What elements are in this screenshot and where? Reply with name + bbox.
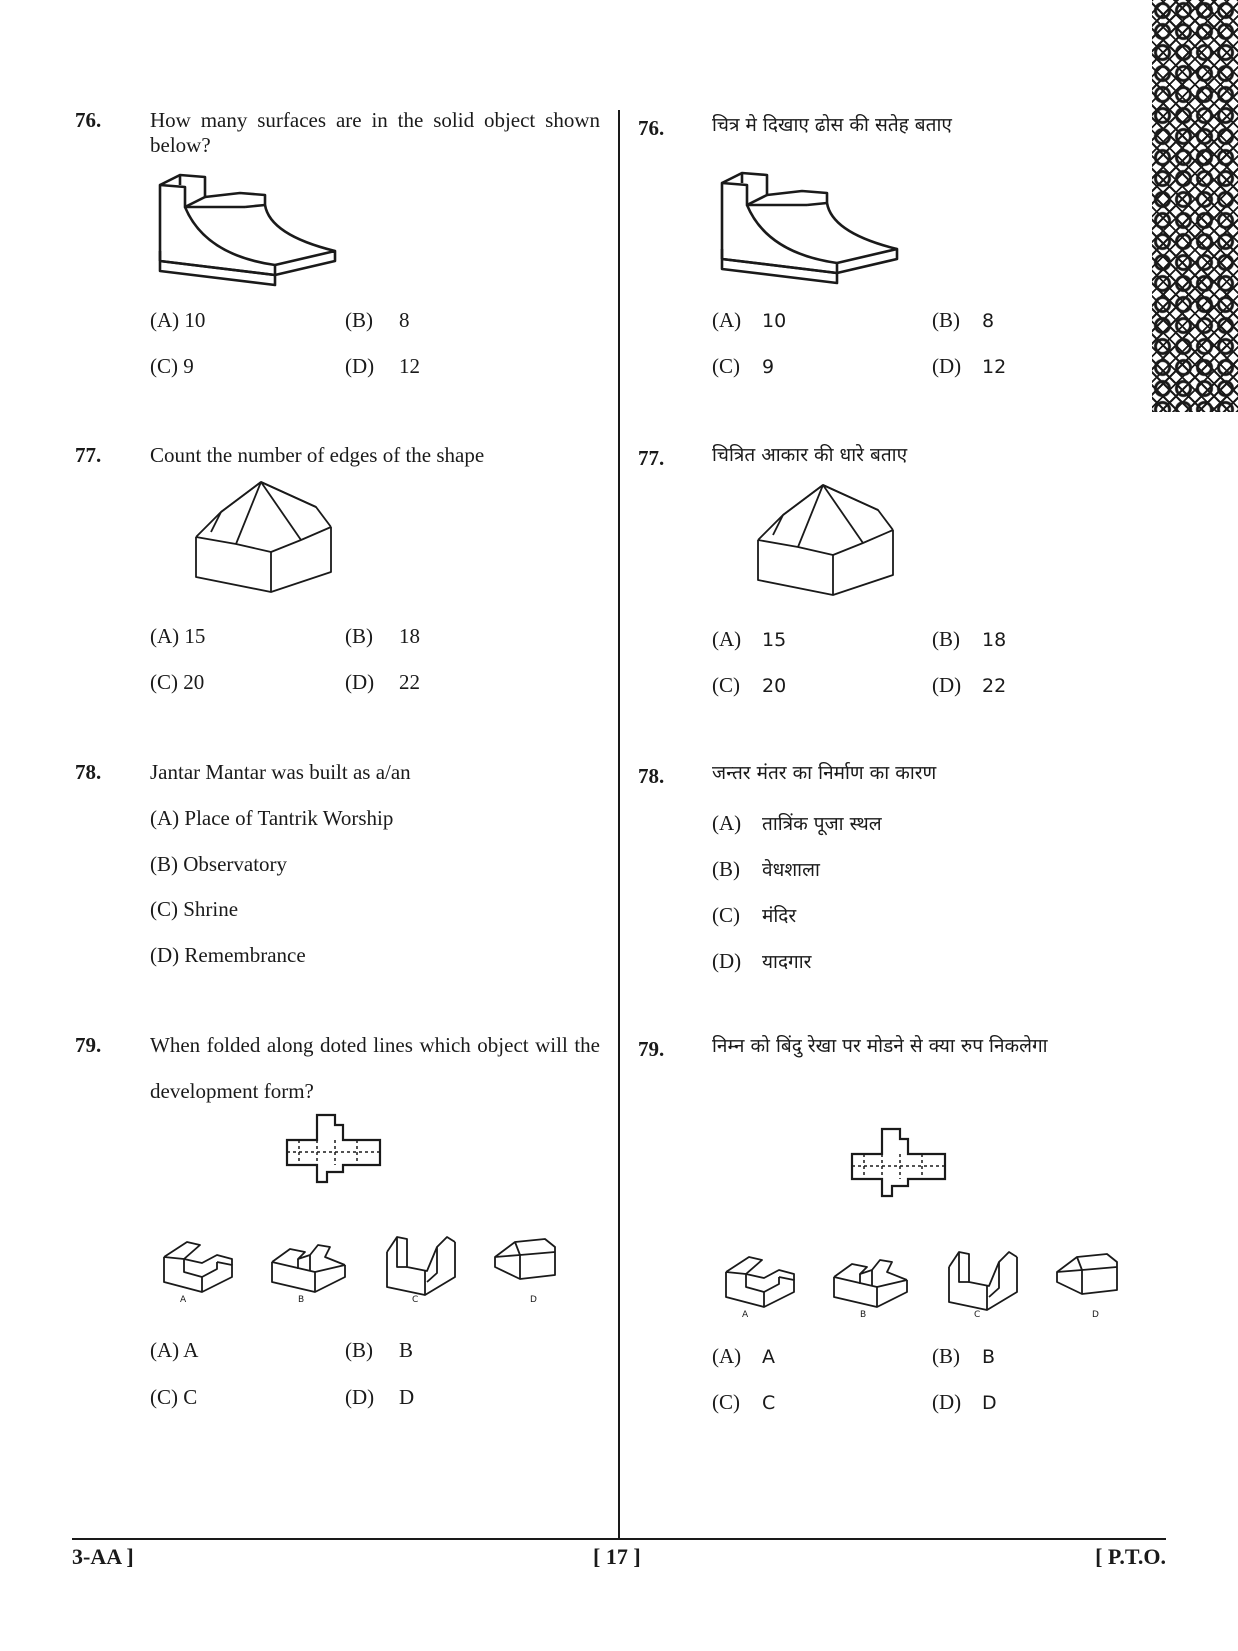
option-a[interactable]: (A) तात्रिंक पूजा स्थल [712,811,882,835]
option-a[interactable]: (A) 15 [150,624,206,648]
question-number: 79. [75,1033,102,1057]
question-text: जन्तर मंतर का निर्माण का कारण [712,762,937,784]
option-a[interactable]: (A) 10 [150,308,206,332]
question-text: How many surfaces are in the solid object shown below? [150,108,600,157]
option-d[interactable]: (D) 22 [932,673,1007,697]
page-number: [ 17 ] [593,1544,641,1569]
option-c[interactable]: (C) Shrine [150,897,239,921]
option-a[interactable]: (A) 15 [712,627,787,651]
object-label: C [974,1310,981,1320]
option-c[interactable]: (C) 20 [150,670,205,694]
option-b[interactable]: (B) B [345,1338,414,1362]
answer-objects-figure [722,1240,1122,1325]
object-label: B [860,1310,867,1320]
answer-objects-figure [160,1225,560,1310]
option-b[interactable]: (B) वेधशाला [712,857,820,881]
option-c[interactable]: (C) 9 [712,354,775,378]
option-d[interactable]: (D) D [345,1385,415,1409]
column-divider [618,110,620,1540]
option-b[interactable]: (B) B [932,1344,996,1368]
option-a[interactable]: (A) A [150,1338,199,1362]
option-d[interactable]: (D) 12 [345,354,420,378]
object-label: D [1092,1310,1099,1320]
question-number: 77. [638,446,665,470]
object-b-drawing [270,1227,350,1299]
object-label: C [412,1295,419,1305]
object-c-drawing [385,1227,465,1299]
option-d[interactable]: (D) 22 [345,670,420,694]
booklet-code: 3-AA ] [72,1544,134,1569]
option-d[interactable]: (D) Remembrance [150,943,306,967]
net-development-figure [850,1124,950,1204]
question-number: 77. [75,443,102,467]
object-d-drawing [490,1227,570,1299]
question-number: 76. [638,116,665,140]
shape-figure [186,472,346,600]
question-text: When folded along doted lines which object will the development form? [150,1033,600,1103]
object-a-drawing [162,1227,242,1299]
option-c[interactable]: (C) C [150,1385,198,1409]
question-number: 78. [75,760,102,784]
solid-object-figure [150,165,350,290]
option-c[interactable]: (C) मंदिर [712,903,797,927]
question-text: Jantar Mantar was built as a/an [150,760,411,784]
option-b[interactable]: (B) 18 [345,624,420,648]
question-number: 79. [638,1037,665,1061]
option-c[interactable]: (C) 20 [712,673,787,697]
option-b[interactable]: (B) 8 [345,308,410,332]
option-d[interactable]: (D) 12 [932,354,1007,378]
object-label: B [298,1295,305,1305]
shape-figure [748,475,908,603]
object-label: A [180,1295,187,1305]
footer-rule [72,1538,1166,1540]
object-b-drawing [832,1242,912,1314]
option-a[interactable]: (A) A [712,1344,775,1368]
question-text: चित्र मे दिखाए ढोस की सतेह बताए [712,114,952,136]
option-c[interactable]: (C) 9 [150,354,194,378]
option-a[interactable]: (A) Place of Tantrik Worship [150,806,394,830]
question-text: Count the number of edges of the shape [150,443,485,467]
option-d[interactable]: (D) D [932,1390,997,1414]
option-b[interactable]: (B) 8 [932,308,995,332]
question-number: 78. [638,764,665,788]
option-b[interactable]: (B) Observatory [150,852,288,876]
option-a[interactable]: (A) 10 [712,308,787,332]
option-b[interactable]: (B) 18 [932,627,1007,651]
object-d-drawing [1052,1242,1132,1314]
object-label: A [742,1310,749,1320]
question-number: 76. [75,108,102,132]
object-c-drawing [947,1242,1027,1314]
net-development-figure [285,1110,385,1190]
decorative-pattern [1152,0,1238,412]
please-turn-over: [ P.T.O. [1095,1544,1166,1569]
question-text: निम्न को बिंदु रेखा पर मोडने से क्या रुप निकलेगा [712,1035,1048,1057]
object-a-drawing [724,1242,804,1314]
object-label: D [530,1295,537,1305]
solid-object-figure [712,163,912,288]
question-text: चित्रित आकार की धारे बताए [712,444,908,466]
option-d[interactable]: (D) यादगार [712,949,812,973]
option-c[interactable]: (C) C [712,1390,776,1414]
